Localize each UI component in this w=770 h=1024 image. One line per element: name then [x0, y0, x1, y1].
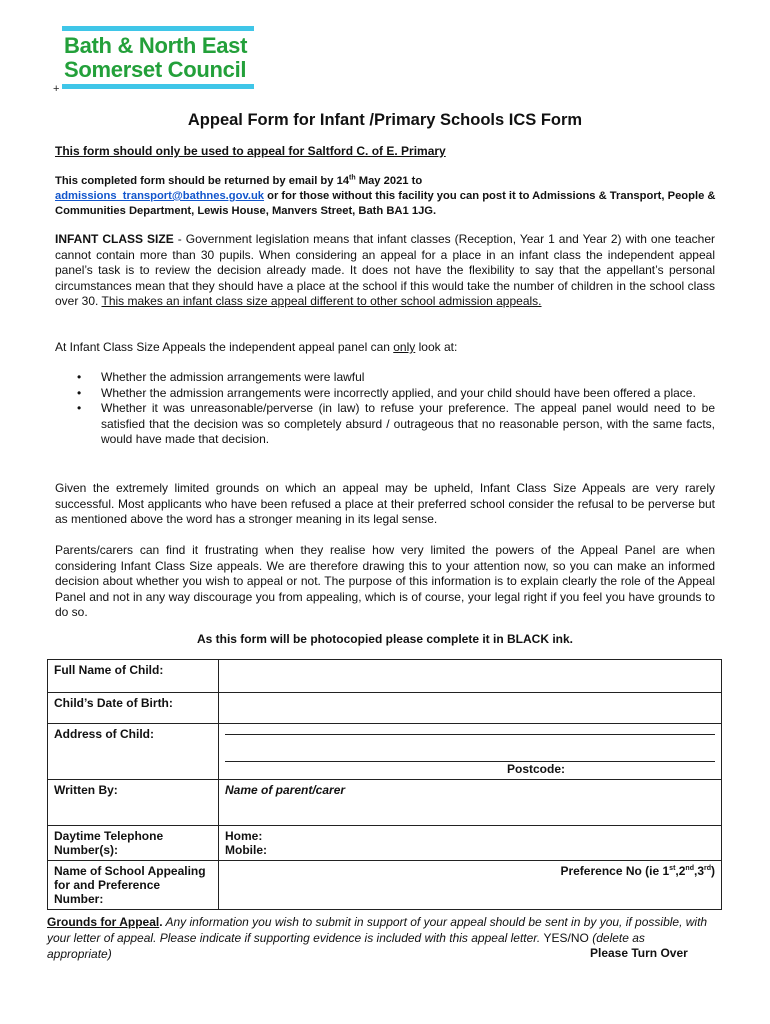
list-item — [55, 370, 715, 386]
grounds-text: Any information you wish to submit in support of your appeal should be sent in by you, if possible, with your letter of appeal. Please indicate if supporting evidence is included with this appeal letter. — [47, 915, 708, 945]
bullet-icon: • — [77, 385, 82, 400]
table-row — [48, 861, 722, 910]
delete-note: (delete as appropriate) — [47, 931, 645, 961]
table-row — [48, 724, 722, 780]
pref-sup-1: st — [669, 865, 676, 872]
dob-label: Child’s Date of Birth: — [48, 693, 219, 724]
list-item — [55, 386, 715, 402]
address-label: Address of Child: — [48, 724, 219, 780]
parent-carer-label: Name of parent/carer — [225, 783, 346, 797]
panel-intro-after: look at: — [415, 340, 458, 354]
panel-intro-only: only — [393, 340, 416, 354]
return-text-3: or for those without this facility you can post it to Admissions & Transport, People & Communities Department, Lewis House, Manvers Street, Bath BA1 1JG. — [55, 190, 716, 217]
home-label: Home: — [225, 829, 263, 843]
written-by-label: Written By: — [48, 780, 219, 826]
pref-sep-2: ,3 — [693, 864, 704, 878]
panel-intro — [55, 340, 715, 356]
please-turn-over: Please Turn Over — [590, 946, 688, 960]
infant-body: - Government legislation means that infant classes (Reception, Year 1 and Year 2) with one teacher cannot contain more than 30 pupils. When considering an appeal for a place in an infant class the independent appeal panel’s task is to review the decision already made. It does not have the flexibility to say that the appellant’s personal circumstances mean that they should have a place at the school if this would take the number of children in the school class over 30. — [55, 232, 715, 308]
logo-line-1: Bath & North East — [64, 33, 248, 58]
pref-sup-3: rd — [704, 865, 711, 872]
written-by-field[interactable] — [219, 780, 722, 826]
school-label: Name of School Appealing for and Preference Number: — [48, 861, 219, 910]
dob-field[interactable] — [219, 693, 722, 724]
para-given: Given the extremely limited grounds on which an appeal may be upheld, Infant Class Size Appeals are very rarely successful. Most applicants who have been refused a place at their preferred school consider the refusal to be perverse but as mentioned above the word has a stronger meaning in its legal sense. — [55, 481, 715, 526]
bullet-text: Whether it was unreasonable/perverse (in law) to refuse your preference. The appeal panel would need to be satisfied that the decision was so completely absurd / outrageous that no reasonable person, with the same facts, would have made that decision. — [101, 401, 715, 446]
grounds-dot: . — [159, 915, 163, 929]
bullet-text: Whether the admission arrangements were incorrectly applied, and your child should have been offered a place. — [101, 385, 696, 400]
subtitle: This form should only be used to appeal for Saltford C. of E. Primary — [55, 144, 446, 158]
bullet-icon: • — [77, 370, 82, 384]
table-row — [48, 693, 722, 724]
address-field[interactable] — [219, 724, 722, 780]
address-line-2 — [225, 751, 715, 762]
yes-no-option: YES/NO — [543, 931, 589, 945]
table-row — [48, 780, 722, 826]
grounds-heading: Grounds for Appeal — [47, 915, 160, 929]
email-link[interactable]: admissions_transport@bathnes.gov.uk — [55, 190, 265, 202]
address-line-1 — [225, 724, 715, 735]
pref-sup-2: nd — [685, 865, 694, 872]
return-instructions — [55, 174, 720, 219]
ink-note: As this form will be photocopied please complete it in BLACK ink. — [196, 632, 574, 646]
preference-text: Preference No (ie 1 — [560, 864, 670, 878]
full-name-field[interactable] — [219, 660, 722, 693]
return-text-1: This completed form should be returned by email by 14 — [55, 175, 350, 187]
pref-end: ) — [711, 864, 715, 878]
logo-line-2: Somerset Council — [64, 57, 247, 82]
council-logo — [64, 34, 264, 82]
bullet-list — [55, 370, 715, 448]
infant-class-size-paragraph — [55, 232, 715, 310]
infant-heading: INFANT CLASS SIZE — [55, 232, 174, 246]
bullet-icon: • — [77, 401, 82, 415]
full-name-label: Full Name of Child: — [48, 660, 219, 693]
table-row — [48, 660, 722, 693]
postcode-label: Postcode: — [506, 762, 565, 776]
plus-mark: + — [53, 83, 60, 95]
panel-intro-before: At Infant Class Size Appeals the independent appeal panel can — [55, 340, 394, 354]
school-field[interactable] — [219, 861, 722, 910]
para-parents: Parents/carers can find it frustrating when they realise how very limited the powers of the Appeal Panel are when considering Infant Class Size appeals. We are therefore drawing this to your attention now, so you can make an informed decision about whether you wish to appeal or not. The purpose of this information is to explain clearly the role of the Appeal Panel and not in any way discourage you from appealing, which is of course, your legal right if you feel you have grounds to do so. — [55, 543, 715, 619]
logo-bar-top — [62, 26, 254, 31]
infant-underlined: This makes an infant class size appeal different to other school admission appeals. — [101, 294, 542, 308]
mobile-label: Mobile: — [225, 843, 267, 857]
page-title: Appeal Form for Infant /Primary Schools ICS Form — [187, 111, 583, 129]
bullet-text: Whether the admission arrangements were lawful — [101, 370, 365, 384]
logo-bar-bottom — [62, 84, 254, 89]
phone-field[interactable] — [219, 826, 722, 861]
list-item — [55, 401, 715, 448]
table-row — [48, 826, 722, 861]
phone-label: Daytime Telephone Number(s): — [48, 826, 219, 861]
return-text-2: May 2021 to — [355, 175, 423, 187]
appeal-form-table — [47, 659, 722, 910]
pref-sep-1: ,2 — [675, 864, 686, 878]
return-sup: th — [349, 174, 356, 182]
